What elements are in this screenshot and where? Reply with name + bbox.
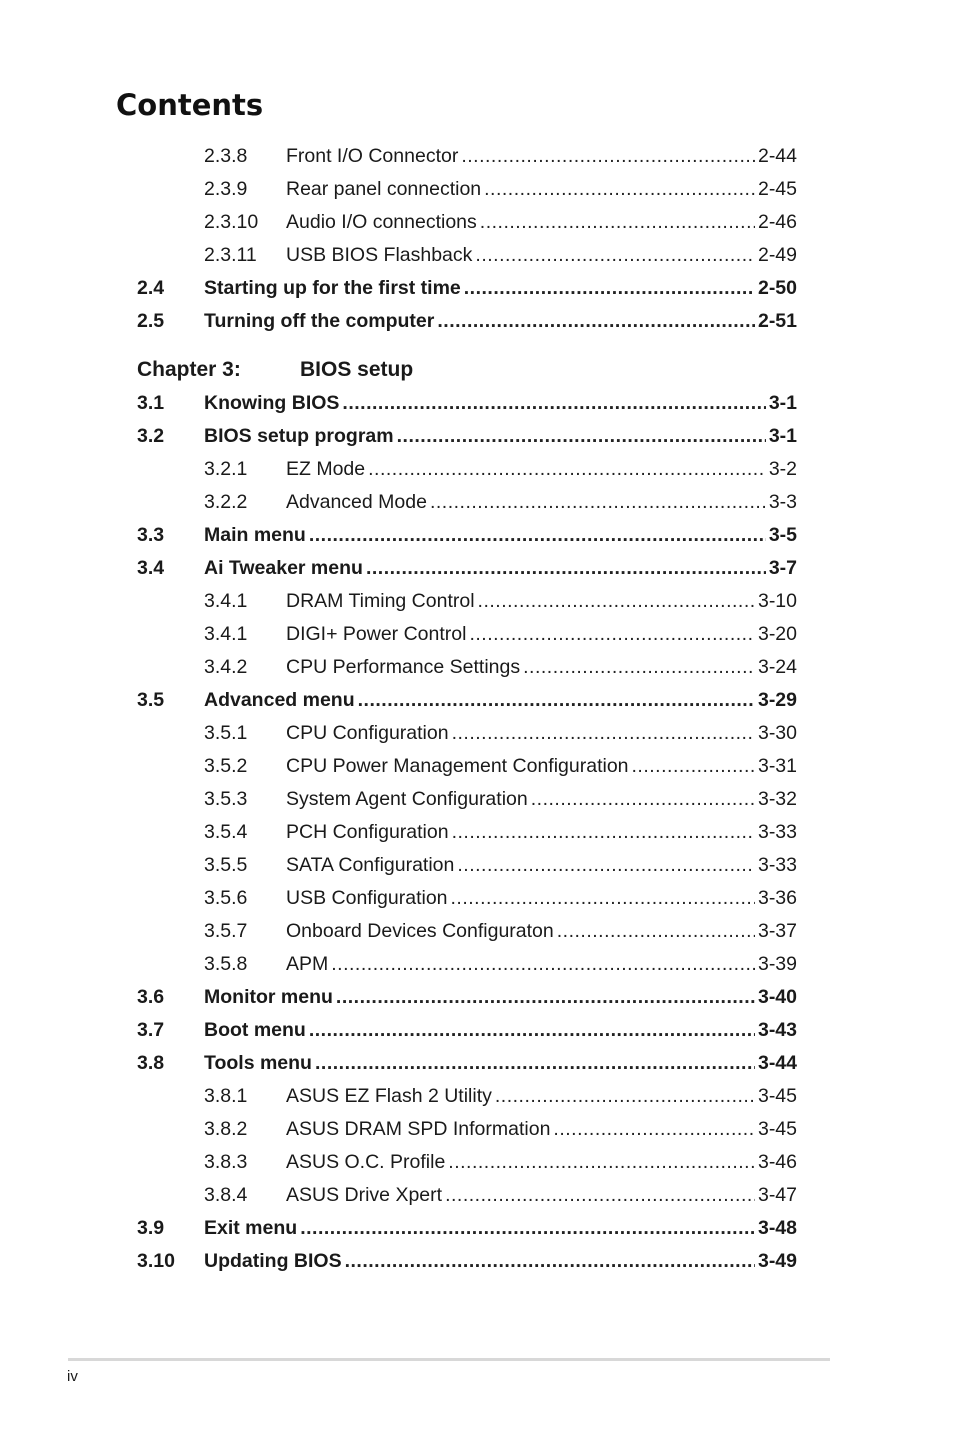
page-title: Contents [116,88,264,122]
dot-leader [451,882,755,915]
dot-leader [366,552,766,585]
toc-entry-title: Updating BIOS [204,1250,342,1272]
toc-entry-page: 2-51 [757,310,797,332]
toc-entry-page: 3-1 [768,425,797,447]
toc-entry-leader [286,948,797,981]
toc-entry-title: ASUS DRAM SPD Information [286,1118,551,1140]
toc-entry-leader [286,1146,797,1179]
toc-entry-title: Ai Tweaker menu [204,557,363,579]
toc-entry-leader [204,1245,797,1278]
toc-entry[interactable] [0,882,954,915]
toc-entry-leader [286,206,797,239]
toc-entry[interactable] [0,948,954,981]
toc-entry[interactable] [0,783,954,816]
toc-entry-title: ASUS O.C. Profile [286,1151,446,1173]
toc-entry-leader [286,1113,797,1146]
toc-entry[interactable] [0,651,954,684]
toc-entry[interactable] [0,1146,954,1179]
toc-entry-page: 3-30 [757,722,797,744]
toc-entry-number: 3.5.3 [204,788,248,810]
toc-entry-number: 3.2.2 [204,491,248,513]
dot-leader [531,783,755,816]
toc-entry[interactable] [0,420,954,453]
toc-entry-title: CPU Power Management Configuration [286,755,629,777]
toc-entry[interactable] [0,585,954,618]
toc-entry-title: DRAM Timing Control [286,590,475,612]
toc-entry-leader [286,882,797,915]
dot-leader [557,915,755,948]
toc-entry-leader [286,717,797,750]
dot-leader [331,948,755,981]
toc-entry-page: 3-37 [757,920,797,942]
toc-entry-page: 3-40 [757,986,797,1008]
toc-entry-number: 3.5.6 [204,887,248,909]
dot-leader [397,420,766,453]
toc-entry-number: 3.8.4 [204,1184,248,1206]
toc-entry-number: 3.4.1 [204,590,248,612]
toc-entry[interactable] [0,239,954,272]
dot-leader [342,387,765,420]
dot-leader [452,816,755,849]
toc-entry-title: Main menu [204,524,306,546]
toc-entry-leader [286,585,797,618]
dot-leader [480,206,755,239]
footer-divider [68,1358,830,1361]
toc-entry-title: Tools menu [204,1052,312,1074]
toc-entry-number: 3.5.5 [204,854,248,876]
toc-entry[interactable] [0,1047,954,1080]
toc-entry[interactable] [0,206,954,239]
toc-entry-title: SATA Configuration [286,854,455,876]
toc-entry-number: 3.2.1 [204,458,248,480]
toc-entry-page: 3-44 [757,1052,797,1074]
toc-entry-page: 3-45 [757,1085,797,1107]
toc-entry-page: 3-33 [757,821,797,843]
toc-entry[interactable] [0,849,954,882]
toc-entry-leader [286,173,797,206]
dot-leader [345,1245,755,1278]
toc-entry[interactable] [0,750,954,783]
toc-entry-title: Monitor menu [204,986,333,1008]
toc-entry-title: Exit menu [204,1217,298,1239]
dot-leader [484,173,755,206]
toc-entry-page: 3-49 [757,1250,797,1272]
toc-entry-number: 3.5.2 [204,755,248,777]
toc-entry-title: Advanced menu [204,689,355,711]
toc-entry-page: 3-43 [757,1019,797,1041]
toc-entry[interactable] [0,684,954,717]
toc-entry-number: 2.3.8 [204,145,248,167]
toc-entry-number: 3.8.1 [204,1085,248,1107]
dot-leader [336,981,755,1014]
toc-entry-title: Front I/O Connector [286,145,459,167]
toc-entry-title: Rear panel connection [286,178,482,200]
toc-entry-page: 2-45 [757,178,797,200]
toc-entry-number: 3.5.8 [204,953,248,975]
toc-entry-number: 2.3.11 [204,244,257,266]
toc-entry-leader [204,981,797,1014]
toc-entry-title: Advanced Mode [286,491,427,513]
toc-entry[interactable] [0,1212,954,1245]
dot-leader [358,684,755,717]
dot-leader [452,717,755,750]
toc-entry-page: 3-45 [757,1118,797,1140]
toc-entry-page: 3-33 [757,854,797,876]
toc-entry-page: 3-29 [757,689,797,711]
dot-leader [448,1146,755,1179]
toc-entry-page: 3-2 [768,458,797,480]
dot-leader [464,272,755,305]
toc-entry-page: 3-24 [757,656,797,678]
toc-entry-title: APM [286,953,329,975]
dot-leader [445,1179,755,1212]
toc-entry-number: 3.4.1 [204,623,248,645]
toc-entry-leader [204,272,797,305]
toc-entry-leader [286,140,797,173]
toc-entry-title: Knowing BIOS [204,392,340,414]
toc-entry-leader [286,453,797,486]
dot-leader [553,1113,755,1146]
toc-entry-page: 3-48 [757,1217,797,1239]
toc-entry-title: CPU Performance Settings [286,656,521,678]
dot-leader [461,140,755,173]
toc-entry-page: 3-36 [757,887,797,909]
toc-entry-title: CPU Configuration [286,722,449,744]
toc-entry-page: 3-1 [768,392,797,414]
toc-entry-leader [286,915,797,948]
toc-entry-title: Starting up for the first time [204,277,461,299]
toc-entry-page: 3-10 [757,590,797,612]
toc-entry-number: 2.4 [137,277,165,299]
toc-entry-page: 3-3 [768,491,797,513]
toc-entry[interactable] [0,618,954,651]
toc-entry-number: 2.5 [137,310,165,332]
toc-entry-leader [286,849,797,882]
toc-entry-leader [204,1014,797,1047]
toc-entry[interactable] [0,387,954,420]
toc-entry-number: 3.6 [137,986,165,1008]
dot-leader [309,1014,755,1047]
footer-page-number: iv [67,1368,78,1385]
dot-leader [457,849,755,882]
toc-entry-leader [286,783,797,816]
toc-entry-page: 3-20 [757,623,797,645]
toc-entry-page: 2-46 [757,211,797,233]
toc-entry-title: System Agent Configuration [286,788,528,810]
toc-entry-number: 3.4.2 [204,656,248,678]
toc-entry-leader [204,305,797,338]
dot-leader [469,618,755,651]
toc-entry[interactable] [0,1014,954,1047]
toc-entry[interactable] [0,305,954,338]
dot-leader [523,651,755,684]
toc-entry-leader [204,387,797,420]
toc-entry-number: 3.7 [137,1019,165,1041]
toc-entry[interactable] [0,519,954,552]
dot-leader [309,519,766,552]
toc-entry-number: 3.8.3 [204,1151,248,1173]
toc-entry-leader [204,552,797,585]
toc-entry-leader [204,684,797,717]
toc-entry-number: 3.8 [137,1052,165,1074]
toc-entry-title: Onboard Devices Configuraton [286,920,554,942]
toc-entry-title: ASUS Drive Xpert [286,1184,443,1206]
toc-entry-title: Turning off the computer [204,310,435,332]
toc-entry-number: 3.5.4 [204,821,248,843]
toc-entry[interactable] [0,816,954,849]
toc-entry-title: EZ Mode [286,458,366,480]
toc-entry-number: 3.3 [137,524,165,546]
chapter-title: BIOS setup [300,358,414,381]
toc-entry-leader [286,651,797,684]
toc-entry-leader [204,1047,797,1080]
toc-entry-number: 3.8.2 [204,1118,248,1140]
toc-entry[interactable] [0,981,954,1014]
toc-entry-number: 2.3.10 [204,211,259,233]
toc-entry-leader [204,420,797,453]
dot-leader [632,750,755,783]
toc-entry-leader [286,816,797,849]
dot-leader [300,1212,755,1245]
toc-entry[interactable] [0,552,954,585]
toc-entry-number: 3.10 [137,1250,175,1272]
toc-entry[interactable] [0,717,954,750]
dot-leader [495,1080,755,1113]
toc-entry-page: 3-46 [757,1151,797,1173]
toc-entry[interactable] [0,1080,954,1113]
toc-entry-number: 3.4 [137,557,165,579]
toc-entry[interactable] [0,1179,954,1212]
toc-entry-title: Boot menu [204,1019,306,1041]
toc-entry-page: 2-50 [757,277,797,299]
toc-entry-title: USB BIOS Flashback [286,244,473,266]
toc-entry-page: 2-49 [757,244,797,266]
toc-entry-leader [286,1179,797,1212]
toc-entry-leader [286,750,797,783]
toc-entry[interactable] [0,915,954,948]
toc-entry[interactable] [0,1245,954,1278]
toc-entry-page: 3-47 [757,1184,797,1206]
toc-entry[interactable] [0,486,954,519]
toc-entry-leader [286,239,797,272]
toc-entry-number: 3.1 [137,392,165,414]
toc-entry-number: 3.5.7 [204,920,248,942]
toc-entry-title: DIGI+ Power Control [286,623,467,645]
dot-leader [478,585,755,618]
toc-entry-number: 2.3.9 [204,178,248,200]
dot-leader [437,305,755,338]
toc-entry[interactable] [0,1113,954,1146]
toc-entry-leader [204,1212,797,1245]
toc-entry-number: 3.9 [137,1217,165,1239]
dot-leader [475,239,755,272]
toc-entry-page: 3-32 [757,788,797,810]
toc-entry[interactable] [0,272,954,305]
dot-leader [368,453,766,486]
toc-entry-page: 2-44 [757,145,797,167]
dot-leader [430,486,766,519]
toc-entry-title: Audio I/O connections [286,211,477,233]
toc-entry-page: 3-39 [757,953,797,975]
toc-entry-title: BIOS setup program [204,425,394,447]
toc-entry-number: 3.5.1 [204,722,248,744]
toc-entry-page: 3-5 [768,524,797,546]
dot-leader [315,1047,755,1080]
toc-entry-title: USB Configuration [286,887,448,909]
toc-entry-number: 3.5 [137,689,165,711]
toc-entry-page: 3-7 [768,557,797,579]
toc-entry[interactable] [0,173,954,206]
toc-entry-page: 3-31 [757,755,797,777]
toc-entry-leader [286,618,797,651]
toc-entry-number: 3.2 [137,425,165,447]
toc-entry[interactable] [0,453,954,486]
toc-entry-leader [204,519,797,552]
toc-entry[interactable] [0,140,954,173]
toc-entry-title: PCH Configuration [286,821,449,843]
toc-entry-leader [286,1080,797,1113]
chapter-label: Chapter 3: [137,358,241,381]
toc-entry-title: ASUS EZ Flash 2 Utility [286,1085,492,1107]
toc-entry-leader [286,486,797,519]
